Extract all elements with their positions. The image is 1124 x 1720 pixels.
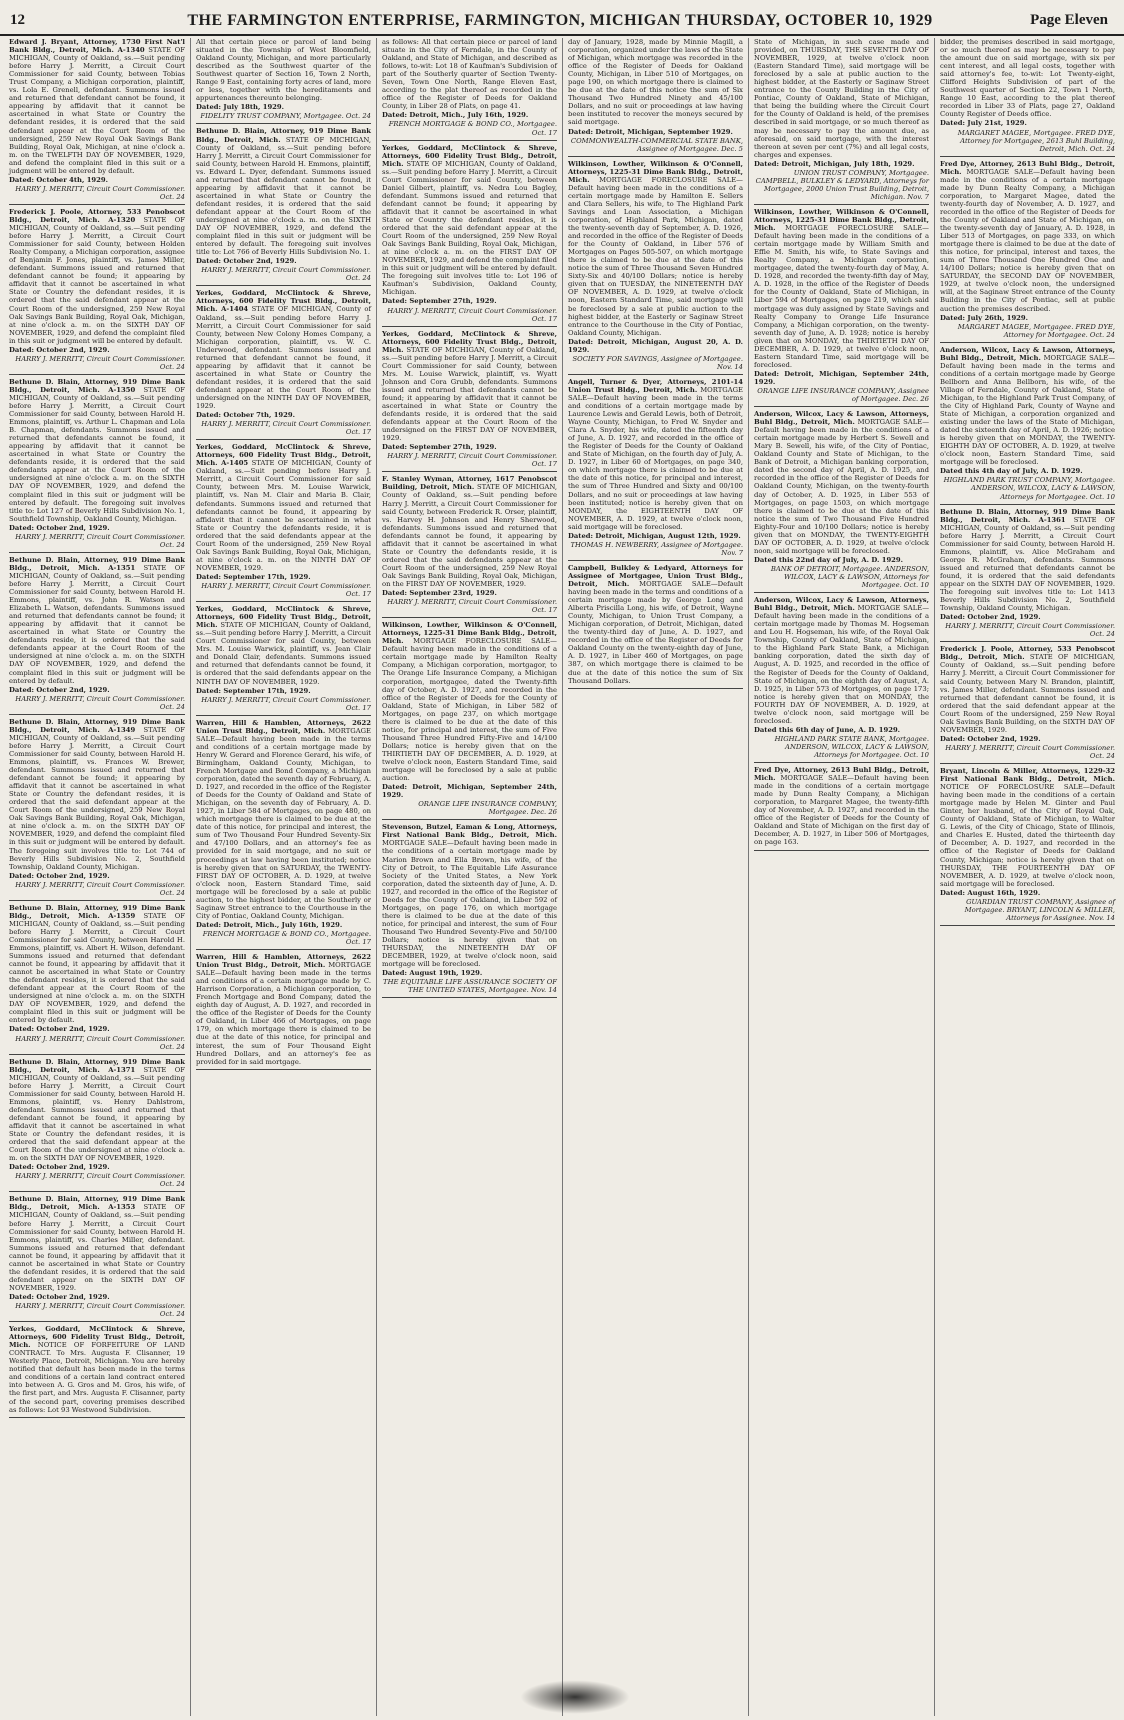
notice-divider: [754, 204, 929, 205]
notice-body: MORTGAGE SALE—Default having been made in the terms and conditions of a certain mortgage made by C. Harrison Corporation, a Michigan corporation, to French Mortgage and Bond Company, dated the eighth day of August, A. D. 1927, and recorded in the office of the Register of Deeds for the County of Oakland, in Liber 466 of Mortgages, on page 179, on which mortgage there is claimed to be due at the date of this notice, for principal and interest, the sum of Four Thousand Eight Hundred Dollars, and an attorney's fee as provided for in said mortgage.: [196, 961, 371, 1066]
notice-body: STATE OF MICHIGAN, County of Oakland, ss.—Suit pending before Harry J. Merritt, a Circuit Court Commissioner for said County, between Holden Realty Company, a Michigan corporation, assignee of Benjamin F. Jones, plaintiff, vs. James Miller, defendant. Summons issued and returned that defendant cannot be found; it appearing by affidavit that it cannot be ascertained in what State or Country the defendant resides, it is ordered that the said defendant appear at the Court Room of the undersigned, 259 New Royal Oak Savings Bank Building, Royal Oak, Michigan, at nine o'clock a. m. on the SIXTH DAY OF NOVEMBER, 1929, and defend the complaint filed in this suit or judgment will be entered by default.: [9, 215, 185, 345]
notice-sig: HARRY J. MERRITT, Circuit Court Commissioner. Oct. 24: [15, 1034, 185, 1051]
notice-sig: BANK OF DETROIT, Mortgagee. ANDERSON, WILCOX, LACY & LAWSON, Attorneys for Mortgagee. Oct. 10: [770, 564, 929, 590]
legal-notice: [568, 160, 743, 371]
notice-date: Dated this 22nd day of July, A. D. 1929.: [754, 555, 903, 564]
notice-sig: HARRY J. MERRITT, Circuit Court Commissioner. Oct. 24: [15, 1301, 185, 1319]
legal-notice: [940, 346, 1115, 501]
notice-head: Yerkes, Goddard, McClintock & Shreve, Attorneys, 600 Fidelity Trust Bldg., Detroit, Mich. A-1405: [196, 443, 371, 468]
notice-body: bidder, the premises described in said mortgage, or so much thereof as may be necessary to pay the amount due on said mortgage, with six per cent interest, and all legal costs, together with said attorney's fee, to-wit: Lot Twenty-eight, Clifford Heights Subdivision of part of the Southwest quarter of Section 22, Town 1 North, Range 10 East, according to the plat thereof recorded in Liber 33 of Plats, page 27, Oakland County Register of Deeds office.: [940, 38, 1115, 119]
notice-divider: [568, 156, 743, 157]
notice-date: Dated: October 2nd, 1929.: [940, 734, 1041, 743]
notice-date: Dated: October 2nd, 1929.: [9, 1163, 110, 1172]
notice-body: day of January, 1928, made by Minnie Magill, a corporation, organized under the laws of the State of Michigan, which mortgage was recorded in the office of the Register of Deeds for Oakland County, Michigan, in Liber 510 of Mortgages, on page 190, on which mortgage there is claimed to be due at the date of this notice the sum of Six Thousand Two Hundred Ninety and 45/100 Dollars, and no suit or proceedings at law having been instituted to recover the moneys secured by said mortgage.: [568, 38, 743, 127]
notice-sig: ORANGE LIFE INSURANCE COMPANY, Assignee of Mortgagee. Dec. 26: [757, 386, 929, 404]
page-number: 12: [10, 12, 25, 28]
notice-sig: HARRY J. MERRITT, Circuit Court Commissioner. Oct. 17: [201, 582, 371, 599]
legal-notice: [196, 719, 371, 946]
notice-body: STATE OF MICHIGAN, County of Oakland, ss.—Suit pending before Harry J. Merritt, a Circuit Court Commissioner for said County, between Mary N. Brandon, plaintiff, vs. James Miller, defendant. Summons issued and returned that defendant cannot be found, it is ordered that the said defendant appear at the Court Room of the undersigned, 259 New Royal Oak Savings Bank Building, on the SIXTH DAY OF NOVEMBER, 1929.: [940, 653, 1115, 734]
notice-sig: HARRY J. MERRITT, Circuit Court Commissioner. Oct. 24: [945, 622, 1115, 639]
notice-body: as follows: All that certain piece or parcel of land situate in the City of Ferndale, in the County of Oakland, and State of Michigan, and described as follows, to-wit: Lot 18 of Kaufman's Subdivision of part of the Southerly quarter of Section Twenty-Seven, Town One North, Range Eleven East, according to the plat thereof as recorded in the office of the Register of Deeds for Oakland County, in Liber 28 of Plats, on page 41.: [382, 38, 557, 111]
notice-body: MORTGAGE SALE—Default having been made in the conditions of a certain mortgage made by Dunn Realty Company, a Michigan corporation, to Margaret Magee, the twenty-fifth day of November, A. D. 1927, and recorded in the office of the Register of Deeds for the County of Oakland and State of Michigan on the first day of December, A. D. 1927, in Liber 506 of Mortgages, on page 163.: [754, 774, 929, 847]
legal-notice: [568, 564, 743, 685]
legal-notice: [568, 38, 743, 153]
notice-date: Dated: September 27th, 1929.: [382, 297, 497, 306]
notice-sig: HARRY J. MERRITT, Circuit Court Commissioner. Oct. 17: [201, 420, 371, 437]
notice-date: Dated: Detroit, Michigan, September 1929.: [568, 127, 733, 136]
notice-date: Dated: July 21st, 1929.: [940, 119, 1027, 128]
notice-divider: [9, 1054, 185, 1055]
notice-head: Campbell, Bulkley & Ledyard, Attorneys for Assignee of Mortgagee, Union Trust Bldg., Detroit, Mich.: [568, 563, 743, 588]
notice-divider: [940, 763, 1115, 764]
notice-sig: ORANGE LIFE INSURANCE COMPANY, Mortgagee. Dec. 26: [418, 800, 557, 817]
page-label: Page Eleven: [1030, 12, 1108, 28]
notice-head: Yerkes, Goddard, McClintock & Shreve, Attorneys, 600 Fidelity Trust Bldg., Detroit, Mich.: [9, 1325, 185, 1350]
legal-notice: [9, 38, 185, 201]
notice-sig: HARRY J. MERRITT, Circuit Court Commissioner. Oct. 17: [387, 306, 557, 323]
legal-notice: [196, 443, 371, 598]
notice-divider: [196, 715, 371, 716]
legal-notice: [196, 289, 371, 436]
legal-notices-columns: [4, 38, 1120, 1716]
notice-body: MORTGAGE SALE—Default having been made in the terms and conditions of a certain mortgage made by Laurence Lewis and Gerald Lewis, both of Detroit, Wayne County, Michigan, to Fred W. Snyder and Clara A. Snyder, his wife, dated the fifteenth day of June, A. D. 1927, and recorded in the office of the Register of Deeds for the County of Oakland and State of Michigan, on the fourth day of July, A. D. 1927, in Liber 60 of Mortgages, on page 340, on which mortgage there is claimed to be due at the date of this notice, for principal and interest, the sum of Three Hundred and Sixty and 00/100 Dollars, and no suit or proceedings at law having been instituted; notice is hereby given that on MONDAY, the EIGHTEENTH DAY OF NOVEMBER, A. D. 1929, at twelve o'clock noon, said mortgage will be foreclosed.: [568, 385, 743, 531]
notice-date: Dated: October 2nd, 1929.: [9, 871, 110, 880]
legal-notice: [382, 823, 557, 994]
notice-body: STATE OF MICHIGAN, County of Oakland, ss.—Suit pending before Harry J. Merritt, a Circuit Court Commissioner for said County, between Harold H. Emmons, plaintiff, vs. Alice McGraham and George R. McGraham, defendants. Summons issued and returned that defendants cannot be found, it is ordered that the said defendants appear on the SIXTH DAY OF NOVEMBER, 1929. The foregoing suit involves title to: Lot 1413 Beverly Hills Subdivision No. 2, Southfield Township, Oakland County, Michigan.: [940, 515, 1115, 613]
notice-body: STATE OF MICHIGAN, County of Oakland, ss.—Suit pending before Harry J. Merritt, a Circuit Court Commissioner for said County, between Frederick R. Orser, plaintiff, vs. Harvey H. Johnson and Henry Sherwood, defendants. Summons issued and returned that defendants cannot be found, it appearing by affidavit that it cannot be ascertained in what State or Country the defendants reside, it is ordered that the said defendants appear at the Court Room of the undersigned, 259 New Royal Oak Savings Bank Building, Royal Oak, Michigan, on the FIRST DAY OF NOVEMBER, 1929.: [382, 483, 557, 588]
notice-head: Wilkinson, Lowther, Wilkinson & O'Connell, Attorneys, 1225-31 Dime Bank Bldg., Detroit, Mich.: [754, 207, 929, 233]
notice-sig: HARRY J. MERRITT, Circuit Court Commissioner. Oct. 24: [15, 354, 185, 371]
notice-head: Bethune D. Blain, Attorney, 919 Dime Bank Bldg., Detroit, Mich. A-1350: [9, 377, 185, 394]
notice-date: Dated: October 2nd, 1929.: [9, 345, 110, 354]
notice-sig: HARRY J. MERRITT, Circuit Court Commissioner. Oct. 24: [15, 880, 185, 897]
notice-head: Bethune D. Blain, Attorney, 919 Dime Bank Bldg., Detroit, Mich. A-1353: [9, 1195, 185, 1212]
notice-body: MORTGAGE SALE—Default having been made in the terms and conditions of a certain mortgage made by George Long and Alberta Priscilla Long, his wife, of Detroit, Wayne County, Michigan, to Union Trust Company, a Michigan corporation, of Detroit, Michigan, dated the twenty-third day of June, A. D. 1927, and recorded in the office of the Register of Deeds for Oakland County on the twenty-eighth day of June, A. D. 1927, in Liber 460 of Mortgages, on page 387, on which mortgage there is claimed to be due at the date of this notice the sum of Six Thousand Dollars.: [568, 580, 743, 685]
legal-notice: [9, 718, 185, 897]
notice-date: Dated: August 19th, 1929.: [382, 969, 483, 978]
legal-notice: [9, 1058, 185, 1189]
column-3: [376, 38, 562, 1716]
notice-divider: [940, 342, 1115, 343]
notice-divider: [940, 156, 1115, 157]
notice-sig: HARRY J. MERRITT, Circuit Court Commissioner. Oct. 24: [15, 1172, 185, 1189]
legal-notice: [9, 378, 185, 549]
notice-sig: HARRY J. MERRITT, Circuit Court Commissioner. Oct. 17: [201, 695, 371, 712]
notice-sig: HARRY J. MERRITT, Circuit Court Commissioner. Oct. 24: [15, 532, 185, 549]
notice-sig: UNION TRUST COMPANY, Mortgagee. CAMPBELL, BULKLEY & LEDYARD, Attorneys for Mortgagee, 2000 Union Trust Building, Detroit, Michigan. Nov. 7: [755, 168, 929, 201]
legal-notice: [196, 953, 371, 1066]
legal-notice: [940, 38, 1115, 153]
notice-sig: FRENCH MORTGAGE & BOND CO., Mortgagee. Oct. 17: [202, 929, 371, 946]
notice-date: Dated: Detroit, Michigan, July 18th, 1929.: [754, 159, 915, 168]
notice-divider: [9, 714, 185, 715]
notice-head: Yerkes, Goddard, McClintock & Shreve, Attorneys, 600 Fidelity Trust Bldg., Detroit, Mich.: [196, 605, 371, 630]
column-4: [562, 38, 748, 1716]
legal-notice: [754, 410, 929, 589]
notice-sig: HARRY J. MERRITT, Circuit Court Commissioner. Oct. 24: [945, 743, 1115, 760]
newspaper-title: THE FARMINGTON ENTERPRISE, FARMINGTON, MICHIGAN THURSDAY, OCTOBER 10, 1929: [187, 12, 933, 29]
notice-divider: [382, 471, 557, 472]
ink-blot: [520, 1680, 630, 1714]
legal-notice: [568, 378, 743, 557]
notice-body: STATE OF MICHIGAN, County of Oakland, ss.—Suit pending before Harry J. Merritt, a Circuit Court Commissioner for said County, between Harold H. Emmons, plaintiff, vs. Henry Dahlstrom, defendant. Summons issued and returned that defendant cannot be found, it appearing by affidavit that it cannot be ascertained in what State or Country the defendant resides, it is ordered that the said defendant appear at the Court Room of the undersigned at nine o'clock a. m. on the SIXTH DAY OF NOVEMBER, 1929.: [9, 1065, 185, 1163]
notice-divider: [382, 140, 557, 141]
notice-date: Dated: Detroit, Michigan, September 24th, 1929.: [754, 369, 929, 386]
notice-divider: [382, 997, 557, 998]
legal-notice: [940, 160, 1115, 339]
notice-divider: [940, 504, 1115, 505]
notice-date: Dated: Detroit, Michigan, August 20, A. D. 1929.: [568, 337, 743, 354]
notice-date: Dated: October 2nd, 1929.: [940, 613, 1041, 622]
notice-head: Bethune D. Blain, Attorney, 919 Dime Bank Bldg., Detroit, Mich. A-1371: [9, 1057, 185, 1074]
notice-head: Warren, Hill & Hamblen, Attorneys, 2622 Union Trust Bldg., Detroit, Mich.: [196, 718, 371, 735]
notice-date: Dated: Detroit, Michigan, August 12th, 1929.: [568, 531, 741, 540]
notice-sig: HARRY J. MERRITT, Circuit Court Commissioner. Oct. 24: [15, 694, 185, 711]
notice-body: STATE OF MICHIGAN, County of Oakland, ss.—Suit pending before Harry J. Merritt, a Circuit Court Commissioner for said County, between New Colony Homes Company, a Michigan corporation, plaintiff, vs. W. C. Underwood, defendant. Summons issued and returned that defendant cannot be found, it appearing by affidavit that it cannot be ascertained in what State or Country the defendant resides, it is ordered that the said defendant appear at the Court Room of the undersigned on the NINTH DAY OF NOVEMBER, 1929.: [196, 305, 371, 411]
notice-head: Frederick J. Poole, Attorney, 533 Penobscot Bldg., Detroit, Mich.: [940, 645, 1115, 662]
notice-body: STATE OF MICHIGAN, County of Oakland, ss.—Suit pending before Harry J. Merritt, a Circuit Court Commissioner for said County, between Daniel Gilbert, plaintiff, vs. Nedra Lou Bagley, defendant. Summons issued and returned that defendant cannot be found; it appearing by affidavit that it cannot be ascertained in what State or Country the defendant resides, it is ordered that the said defendant appear at the Court Room of the undersigned, 259 New Royal Oak Savings Bank Building, Royal Oak, Michigan, at nine o'clock a. m. on the FIRST DAY OF NOVEMBER, 1929, and defend the complaint filed in this suit or judgment will be entered by default. The foregoing suit involves title to: Lot 196 of Kaufman's Subdivision, Oakland County, Michigan.: [382, 159, 557, 297]
notice-date: Dated: October 2nd, 1929.: [9, 1025, 110, 1034]
notice-divider: [9, 900, 185, 901]
notice-body: MORTGAGE FORECLOSURE SALE—Default having been made in the conditions of a certain mortgage made by Hamilton E. Sellers and Clara Sellers, his wife, to The Highland Park Savings and Loan Association, a Michigan corporation, of Highland Park, Michigan, dated the twenty-seventh day of September, A. D. 1926, and recorded in the office of the Register of Deeds for the County of Oakland, in Liber 576 of Mortgages on Pages 505-507, on which mortgage there is claimed to be due at the date of this notice the sum of Three Thousand Seven Hundred Sixty-Six and 40/100 Dollars; notice is hereby given that on TUESDAY, the NINETEENTH DAY OF NOVEMBER, A. D. 1929, at twelve o'clock noon, Eastern Standard Time, said mortgage will be foreclosed by a sale at public auction to the highest bidder, at the Easterly or Saginaw Street entrance to the Courthouse in the City of Pontiac, Oakland County, Michigan.: [568, 175, 743, 337]
notice-body: STATE OF MICHIGAN, County of Oakland, ss.—Suit pending before Harry J. Merritt, a Circuit Court Commissioner for said County, between Harold H. Emmons, plaintiff, vs. Arthur L. Chapman and Lola B. Chapman, defendants. Summons issued and returned that defendants cannot be found, it appearing by affidavit that it cannot be ascertained in what State or Country the defendants reside, it is ordered that the said defendants appear at the Court Room of the undersigned at nine o'clock a. m. on the SIXTH DAY OF NOVEMBER, 1929, and defend the complaint filed in this suit or judgment will be entered by default. The foregoing suit involves title to: Lot 127 of Beverly Hills Subdivision No. 1, Southfield Township, Oakland County, Michigan.: [9, 385, 185, 523]
notice-sig: HARRY J. MERRITT, Circuit Court Commissioner. Oct. 24: [15, 184, 185, 201]
legal-notice: [754, 766, 929, 846]
legal-notice: [196, 605, 371, 712]
notice-divider: [196, 949, 371, 950]
notice-head: Anderson, Wilcox, Lacy & Lawson, Attorneys, Buhl Bldg., Detroit, Mich.: [754, 596, 929, 613]
notice-head: Yerkes, Goddard, McClintock & Shreve, Attorneys, 600 Fidelity Trust Bldg., Detroit, Mich.: [382, 143, 557, 168]
legal-notice: [940, 767, 1115, 922]
notice-date: Dated: September 17th, 1929.: [196, 686, 311, 695]
notice-sig: HARRY J. MERRITT, Circuit Court Commissioner. Oct. 24: [201, 266, 371, 283]
notice-sig: GUARDIAN TRUST COMPANY, Assignee of Mortgagee. BRYANT, LINCOLN & MILLER, Attorneys for Assignee. Nov. 14: [964, 897, 1115, 922]
notice-sig: FRENCH MORTGAGE & BOND CO., Mortgagee. Oct. 17: [388, 120, 557, 137]
notice-head: Wilkinson, Lowther, Wilkinson & O'Connell, Attorneys, 1225-31 Dime Bank Bldg., Detroit, Mich.: [568, 159, 743, 184]
notice-divider: [9, 1191, 185, 1192]
notice-divider: [9, 374, 185, 375]
notice-divider: [754, 592, 929, 593]
notice-sig: THOMAS H. NEWBERRY, Assignee of Mortgagee. Nov. 7: [570, 540, 743, 557]
notice-date: Dated this 6th day of June, A. D. 1929.: [754, 725, 901, 734]
notice-divider: [568, 374, 743, 375]
notice-body: STATE OF MICHIGAN, County of Oakland, ss.—Suit pending before Harry J. Merritt, a Circuit Court Commissioner for said County, between Harold H. Emmons, plaintiff, vs. Frances W. Brewer, defendant. Summons issued and returned that defendant cannot be found; it appearing by affidavit that it cannot be ascertained in what State or Country the defendant resides, it is ordered that the said defendant appear at the Court Room of the undersigned, 259 New Royal Oak Savings Bank Building, Royal Oak, Michigan, at nine o'clock a. m. on the SIXTH DAY OF NOVEMBER, 1929, and defend the complaint filed in this suit or judgment will be entered by default. The foregoing suit involves title to: Lot 744 of Beverly Hills Subdivision No. 2, Southfield Township, Oakland County, Michigan.: [9, 725, 185, 871]
notice-divider: [754, 406, 929, 407]
notice-head: Bryant, Lincoln & Miller, Attorneys, 1229-32 First National Bank Bldg., Detroit, Mich.: [940, 766, 1115, 784]
notice-sig: THE EQUITABLE LIFE ASSURANCE SOCIETY OF THE UNITED STATES, Mortgagee. Nov. 14: [383, 978, 557, 995]
notice-sig: COMMONWEALTH-COMMERCIAL STATE BANK, Assignee of Mortgagee. Dec. 5: [570, 136, 743, 153]
notice-sig: HARRY J. MERRITT, Circuit Court Commissioner. Oct. 17: [387, 598, 557, 615]
notice-divider: [568, 560, 743, 561]
notice-body: STATE OF MICHIGAN, County of Oakland, ss.—Suit pending before Harry J. Merritt, a Circuit Court Commissioner for said County, between Mrs. M. Louise Warwick, plaintiff, vs. Wyatt Johnson and Cora Grubb, defendants. Summons issued and returned that defendants cannot be found; it appearing by affidavit that it cannot be ascertained in what State or Country the defendants reside, it is ordered that the said defendants appear at the Court Room of the undersigned on the FIRST DAY OF NOVEMBER, 1929.: [382, 345, 557, 443]
notice-divider: [9, 552, 185, 553]
notice-body: MORTGAGE SALE—Default having been made in the conditions of a certain mortgage made by Thomas M. Hogseman and Lou H. Hogseman, his wife, of the Royal Oak Township, County of Oakland, State of Michigan, to the Highland Park State Bank, a Michigan banking corporation, dated the sixth day of August, A. D. 1925, and recorded in the office of the Register of Deeds for the County of Oakland, State of Michigan, on the eighth day of August, A. D. 1925, in Liber 573 of Mortgages, on page 173; notice is hereby given that on MONDAY, the FOURTH DAY OF NOVEMBER, A. D. 1929, at twelve o'clock noon, said mortgage will be foreclosed.: [754, 604, 929, 725]
column-1: [4, 38, 190, 1716]
notice-body: STATE OF MICHIGAN, County of Oakland, ss.—Suit pending before Harry J. Merritt, a Circuit Court Commissioner for said County, between Harold H. Emmons, plaintiff, vs. Charles Miller, defendant. Summons issued and returned that defendant cannot be found, it appearing by affidavit that it cannot be ascertained in what State or Country the defendant resides, it is ordered that the said defendant appear on the SIXTH DAY OF NOVEMBER, 1929.: [9, 1203, 185, 1292]
notice-head: Yerkes, Goddard, McClintock & Shreve, Attorneys, 600 Fidelity Trust Bldg., Detroit, Mich.: [382, 329, 557, 354]
legal-notice: [9, 1325, 185, 1414]
legal-notice: [9, 904, 185, 1051]
notice-head: Bethune D. Blain, Attorney, 919 Dime Bank Bldg., Detroit, Mich. A-1351: [9, 555, 185, 572]
notice-head: Bethune D. Blain, Attorney, 919 Dime Bank Bldg., Detroit, Mich. A-1359: [9, 903, 185, 920]
notice-body: MORTGAGE SALE—Default having been made in the conditions of a certain mortgage made by Marion Brown and Ella Brown, his wife, of the City of Detroit, to The Equitable Life Assurance Society of the United States, a New York corporation, dated the sixteenth day of June, A. D. 1927, and recorded in the office of the Register of Deeds for the County of Oakland, in Liber 592 of Mortgages, on page 176, on which mortgage there is claimed to be due at the date of this notice, for principal and interest, the sum of Four Thousand Two Hundred Seventy-Five and 50/100 Dollars; notice is hereby given that on THURSDAY, the NINETEENTH DAY OF DECEMBER, 1929, at twelve o'clock noon, said mortgage will be foreclosed.: [382, 839, 557, 969]
notice-sig: SOCIETY FOR SAVINGS, Assignee of Mortgagee. Nov. 14: [572, 354, 743, 371]
legal-notice: [196, 38, 371, 120]
notice-date: Dated: Detroit, Mich., July 16th, 1929.: [196, 920, 343, 929]
legal-notice: [754, 208, 929, 403]
notice-date: Dated: July 26th, 1929.: [940, 313, 1029, 322]
notice-divider: [196, 601, 371, 602]
notice-body: STATE OF MICHIGAN, County of Oakland, ss.—Suit pending before Harry J. Merritt, a Circuit Court Commissioner for said County, between Harold H. Emmons, plaintiff, vs. Edward L. Dyer, defendant. Summons issued and returned that defendant cannot be found, it appearing by affidavit that it cannot be ascertained in what State or Country the defendant resides, it is ordered that the said defendant appear at the Court Room of the undersigned at nine o'clock a. m. on the SIXTH DAY OF NOVEMBER, 1929, and defend the complaint filed in this suit or judgment will be entered by default. The foregoing suit involves title to: Lot 766 of Beverly Hills Subdivision No. 1.: [196, 135, 371, 257]
legal-notice: [382, 144, 557, 323]
notice-sig: HIGHLAND PARK STATE BANK, Mortgagee. ANDERSON, WILCOX, LACY & LAWSON, Attorneys for Mortgagee. Oct. 10: [774, 734, 929, 759]
notice-head: Angell, Turner & Dyer, Attorneys, 2101-14 Union Trust Bldg., Detroit, Mich.: [568, 377, 743, 394]
legal-notice: [382, 38, 557, 137]
notice-date: Dated: October 2nd, 1929.: [9, 1292, 110, 1301]
legal-notice: [940, 645, 1115, 760]
legal-notice: [382, 330, 557, 469]
notice-divider: [754, 762, 929, 763]
notice-divider: [940, 925, 1115, 926]
notice-sig: MARGARET MAGEE, Mortgagee. FRED DYE, Attorney for Mortgagee, 2613 Buhl Building, Detroit, Mich. Oct. 24: [957, 128, 1115, 153]
notice-divider: [382, 617, 557, 618]
notice-body: NOTICE OF FORFEITURE OF LAND CONTRACT. To Mrs. Augusta F. Clisanner, 19 Westerly Place, Detroit, Michigan. You are hereby notified that default has been made in the terms and conditions of a certain land contract entered into between A. G. Gros and M. Gros, his wife, of the first part, and Mrs. Augusta F. Clisanner, party of the second part, covering premises described as follows: Lot 93 Westwood Subdivision.: [9, 1341, 186, 1414]
notice-body: NOTICE OF FORECLOSURE SALE—Default having been made in the conditions of a certain mortgage made by Helen M. Ginter and Paul Ginter, her husband, of the City of Royal Oak, County of Oakland, State of Michigan, to Walter G. Lewis, of the City of Chicago, State of Illinois, and Charles E. Husted, dated the thirteenth day of December, A. D. 1927, and recorded in the office of the Register of Deeds for Oakland County, Michigan; notice is hereby given that on THURSDAY, THE FOURTEENTH DAY OF NOVEMBER, A. D. 1929, at twelve o'clock noon, said mortgage will be foreclosed.: [940, 783, 1115, 888]
notice-head: Wilkinson, Lowther, Wilkinson & O'Connell, Attorneys, 1225-31 Dime Bank Bldg., Detroit, Mich.: [382, 621, 557, 646]
notice-date: Dated: July 18th, 1929.: [196, 103, 285, 112]
notice-body: MORTGAGE FORECLOSURE SALE—Default having been made in the conditions of a certain mortgage made by William Smith and Effie M. Smith, his wife, to State Savings and Realty Company, a Michigan corporation, mortgagee, dated the twenty-fourth day of May, A. D. 1928, and recorded the twenty-fifth day of May, A. D. 1928, in the office of the Register of Deeds for the County of Oakland, State of Michigan, in Liber 594 of Mortgages, on page 219, which said mortgage was duly assigned by State Savings and Realty Company to Orange Life Insurance Company, a Michigan corporation, on the twenty-seventh day of June, A. D. 1928; notice is hereby given that on MONDAY, the THIRTIETH DAY OF DECEMBER, A. D. 1929, at twelve o'clock noon, Eastern Standard Time, said mortgage will be foreclosed.: [754, 224, 929, 369]
notice-body: MORTGAGE SALE—Default having been made in the terms and conditions of a certain mortgage made by George Bellborn and Anna Bellborn, his wife, of the Village of Ferndale, County of Oakland, State of Michigan, to the Highland Park Trust Company, of the City of Highland Park, County of Wayne and State of Michigan, a corporation organized and existing under the laws of the State of Michigan, dated the sixteenth day of April, A. D. 1926; notice is hereby given that on MONDAY, the TWENTY-EIGHTH DAY OF OCTOBER, A. D. 1929, at twelve o'clock noon, Eastern Standard Time, said mortgage will be foreclosed.: [940, 353, 1115, 467]
legal-notice: [9, 1195, 185, 1318]
notice-divider: [9, 1321, 185, 1322]
notice-head: Fred Dye, Attorney, 2613 Buhl Bldg., Detroit, Mich.: [754, 766, 929, 783]
notice-sig: MARGARET MAGEE, Mortgagee. FRED DYE, Attorney for Mortgagee. Oct. 24: [957, 322, 1115, 339]
column-2: [190, 38, 376, 1716]
notice-divider: [196, 439, 371, 440]
notice-head: Yerkes, Goddard, McClintock & Shreve, Attorneys, 600 Fidelity Trust Bldg., Detroit, Mich. A-1404: [196, 289, 371, 314]
notice-date: Dated: October 2nd, 1929.: [9, 523, 110, 532]
notice-body: STATE OF MICHIGAN, County of Oakland, ss.—Suit pending before Harry J. Merritt, a Circuit Court Commissioner for said County, between Harold H. Emmons, plaintiff, vs. Albert H. Wilson, defendant. Summons issued and returned that defendant cannot be found, it appearing by affidavit that it cannot be ascertained in what State or Country the defendant resides, it is ordered that the said defendant appear at the Court Room of the undersigned at nine o'clock a. m. on the SIXTH DAY OF NOVEMBER, 1929, and defend the complaint filed in this suit or judgment will be entered by default.: [9, 911, 185, 1025]
notice-date: Dated: August 16th, 1929.: [940, 888, 1041, 897]
notice-body: STATE OF MICHIGAN, County of Oakland, ss.—Suit pending before Harry J. Merritt, a Circuit Court Commissioner for said County, between Mrs. M. Louise Warwick, plaintiff, vs. Nan M. Clair and Maria B. Clair, defendants. Summons issued and returned that defendants cannot be found, it appearing by affidavit that it cannot be ascertained in what State or Country the defendants reside, it is ordered that the said defendants appear at the Court Room of the undersigned, 259 New Royal Oak Savings Bank Building, Royal Oak, Michigan, at nine o'clock a. m. on the NINTH DAY OF NOVEMBER, 1929.: [196, 459, 371, 572]
notice-body: STATE OF MICHIGAN, County of Oakland, ss.—Suit pending before Harry J. Merritt, a Circuit Court Commissioner for said County, between Mrs. M. Louise Warwick, plaintiff, vs. Jean Clair and Donald Clair, defendants. Summons issued and returned that defendants cannot be found, it is ordered that the said defendants appear on the NINTH DAY OF NOVEMBER, 1929.: [196, 621, 371, 686]
notice-date: Dated: September 17th, 1929.: [196, 572, 311, 581]
column-5: [748, 38, 934, 1716]
notice-head: Warren, Hill & Hamblen, Attorneys, 2622 Union Trust Bldg., Detroit, Mich.: [196, 953, 371, 970]
notice-sig: FIDELITY TRUST COMPANY, Mortgagee. Oct. 24: [200, 112, 371, 121]
notice-body: MORTGAGE SALE—Default having been made in the terms and conditions of a certain mortgage made by Henry W. Gerard and Florence Gerard, his wife, of Birmingham, Oakland County, Michigan, to French Mortgage and Bond Company, a Michigan corporation, dated the seventh day of February, A. D. 1927, and recorded in the office of the Register of Deeds for the County of Oakland and State of Michigan, on the seventh day of February, A. D. 1927, in Liber 584 of Mortgages, on page 480, on which mortgage there is claimed to be due at the date of this notice, for principal and interest, the sum of Two Thousand Four Hundred Seventy-Six and 47/100 Dollars, and an attorney's fee as provided for in said mortgage, and no suit or proceedings at law having been instituted; notice is hereby given that on SATURDAY, the TWENTY-FIRST DAY OF OCTOBER, A. D. 1929, at twelve o'clock noon, Eastern Standard Time, said mortgage will be foreclosed by a sale at public auction, to the highest bidder, at the Southerly or Saginaw Street entrance to the Courthouse in the City of Pontiac, Oakland County, Michigan.: [196, 726, 371, 920]
notice-date: Dated: September 27th, 1929.: [382, 443, 497, 452]
notice-divider: [754, 850, 929, 851]
notice-date: Dated: October 2nd, 1929.: [196, 257, 297, 266]
notice-body: MORTGAGE SALE—Default having been made in the conditions of a certain mortgage made by Herbert S. Sewell and Mary B. Sewell, his wife, of the City of Pontiac, Oakland County and State of Michigan, to the Bank of Detroit, a Michigan banking corporation, dated the second day of April, A. D. 1925, and recorded in the office of the Register of Deeds for Oakland County, Michigan, on the twenty-fourth day of October, A. D. 1925, in Liber 553 of Mortgages, on page 1503, on which mortgage there is claimed to be due at the date of this notice the sum of Two Thousand Five Hundred Eighty-Four and 10/100 Dollars; notice is hereby given that on MONDAY, the TWENTY-EIGHTH DAY OF OCTOBER, A. D. 1929, at twelve o'clock noon, said mortgage will be foreclosed.: [754, 418, 929, 555]
notice-date: Dated: October 2nd, 1929.: [9, 685, 110, 694]
legal-notice: [940, 508, 1115, 639]
legal-notice: [9, 556, 185, 711]
notice-divider: [196, 285, 371, 286]
legal-notice: [754, 596, 929, 759]
notice-body: MORTGAGE SALE—Default having been made in the conditions of a certain mortgage made by Dunn Realty Company, a Michigan corporation, to Margaret Magee, dated the twenty-fourth day of November, A. D. 1927, and recorded in the office of the Register of Deeds for the County of Oakland and State of Michigan, on the twenty-seventh day of January, A. D. 1928, in Liber 513 of Mortgages, on page 333, on which mortgage there is claimed to be due at the date of this notice, for principal, interest and taxes, the sum of Three Thousand One Hundred One and 14/100 Dollars; notice is hereby given that on SATURDAY, the SECOND DAY OF NOVEMBER, 1929, at twelve o'clock noon, the undersigned will, at the Saginaw Street entrance of the County Building in the City of Pontiac, sell at public auction the premises described.: [940, 167, 1115, 313]
notice-divider: [196, 123, 371, 124]
notice-head: Fred Dye, Attorney, 2613 Buhl Bldg., Detroit, Mich.: [940, 159, 1115, 176]
masthead: [0, 0, 1124, 36]
notice-divider: [9, 1417, 185, 1418]
notice-divider: [382, 326, 557, 327]
notice-divider: [940, 641, 1115, 642]
notice-date: Dated: Detroit, Michigan, September 24th, 1929.: [382, 783, 557, 800]
notice-body: All that certain piece or parcel of land being situated in the Township of West Bloomfield, Oakland County, Michigan, and more particularly described as the Southwest quarter of the Southwest quarter of Section 16, Town 2 North, Range 9 East, containing forty acres of land, more or less, together with the hereditaments and appurtenances thereunto belonging.: [196, 38, 371, 103]
notice-head: Frederick J. Poole, Attorney, 533 Penobscot Bldg., Detroit, Mich. A-1320: [9, 207, 185, 224]
legal-notice: [9, 208, 185, 371]
notice-date: Dated: October 7th, 1929.: [196, 411, 295, 420]
notice-head: Bethune D. Blain, Attorney, 919 Dime Bank Bldg., Detroit, Mich. A-1349: [9, 717, 185, 734]
notice-head: F. Stanley Wyman, Attorney, 1617 Penobscot Building, Detroit, Mich.: [382, 475, 557, 492]
notice-body: MORTGAGE FORECLOSURE SALE—Default having been made in the conditions of a certain mortgage made by Hamilton Realty Company, a Michigan corporation, mortgagor, to The Orange Life Insurance Company, a Michigan corporation, mortgagee, dated the Twenty-fifth day of October, A. D. 1927, and recorded in the office of the Register of Deeds for the County of Oakland, State of Michigan, in Liber 582 of Mortgages, on page 237, on which mortgage there is claimed to be due at the date of this notice, for principal and interest, the sum of Five Thousand Three Hundred Fifty-Five and 14/100 Dollars; notice is hereby given that on the THIRTIETH DAY OF DECEMBER, A. D. 1929, at twelve o'clock noon, Eastern Standard Time, said mortgage will be foreclosed by a sale at public auction.: [382, 637, 557, 783]
legal-notice: [382, 475, 557, 614]
notice-body: STATE OF MICHIGAN, County of Oakland, ss.—Suit pending before Harry J. Merritt, a Circuit Court Commissioner for said County, between Tobias Trust Company, a Michigan corporation, plaintiff, vs. Lola E. Grenell, defendant. Summons issued and returned that defendant cannot be found, it appearing by affidavit that it cannot be ascertained in what State or Country the defendant resides, it is ordered that the said defendant appear at the Court Room of the undersigned, 259 New Royal Oak Savings Bank Building, Royal Oak, Michigan, at nine o'clock a. m. on the TWELFTH DAY OF NOVEMBER, 1929, and defend the complaint filed in this suit or a judgment will be entered by default.: [9, 46, 185, 175]
notice-head: Anderson, Wilcox, Lacy & Lawson, Attorneys, Buhl Bldg., Detroit, Mich.: [754, 410, 929, 427]
notice-date: Dated this 4th day of July, A. D. 1929.: [940, 467, 1083, 476]
notice-divider: [196, 1069, 371, 1070]
notice-sig: HIGHLAND PARK TRUST COMPANY, Mortgagee. ANDERSON, WILCOX, LACY & LAWSON, Attorneys for Mortgagee. Oct. 10: [943, 476, 1115, 501]
notice-head: Anderson, Wilcox, Lacy & Lawson, Attorneys, Buhl Bldg., Detroit, Mich.: [940, 345, 1115, 362]
notice-date: Dated: Detroit, Mich., July 16th, 1929.: [382, 111, 529, 120]
notice-body: State of Michigan, in such case made and provided, on THURSDAY, THE SEVENTH DAY OF NOVEMBER, 1929, at twelve o'clock noon (Eastern Standard Time), said mortgage will be foreclosed by a sale at public auction to the highest bidder, at the Easterly or Saginaw Street entrance to the County Building in the City of Pontiac, County of Oakland, State of Michigan, that being the building where the Circuit Court for the County of Oakland is held, of the premises described in said mortgage, or so much thereof as may be necessary to pay the amount due, as aforesaid, on said mortgage, with the interest thereon at seven per cent (7%) and all legal costs, charges and expenses.: [754, 38, 929, 159]
notice-sig: HARRY J. MERRITT, Circuit Court Commissioner. Oct. 17: [387, 452, 557, 469]
legal-notice: [196, 127, 371, 282]
legal-notice: [382, 621, 557, 816]
notice-date: Dated: October 4th, 1929.: [9, 175, 108, 184]
notice-date: Dated: September 23rd, 1929.: [382, 589, 497, 598]
legal-notice: [754, 38, 929, 201]
notice-head: Bethune D. Blain, Attorney, 919 Dime Bank Bldg., Detroit, Mich. A-1361: [940, 507, 1115, 524]
notice-head: Edward J. Bryant, Attorney, 1730 First Nat'l Bank Bldg., Detroit, Mich. A-1340: [9, 38, 185, 55]
notice-head: Stevenson, Butzel, Eaman & Long, Attorneys, First National Bank Bldg., Detroit, Mich.: [382, 823, 557, 840]
column-6: [934, 38, 1120, 1716]
notice-head: Bethune D. Blain, Attorney, 919 Dime Bank Bldg., Detroit, Mich.: [196, 127, 371, 144]
notice-body: STATE OF MICHIGAN, County of Oakland, ss.—Suit pending before Harry J. Merritt, a Circuit Court Commissioner for said County, between Harold H. Emmons, plaintiff, vs. John R. Watson and Elizabeth L. Watson, defendants. Summons issued and returned that defendants cannot be found; it appearing by affidavit that it cannot be ascertained in what State or Country the defendants reside, it is ordered that the said defendants appear at the Court Room of the undersigned at nine o'clock a. m. on the SIXTH DAY OF NOVEMBER, 1929, and defend the complaint filed in this suit or judgment will be entered by default.: [9, 563, 185, 685]
notice-divider: [9, 204, 185, 205]
notice-divider: [568, 688, 743, 689]
notice-divider: [382, 819, 557, 820]
